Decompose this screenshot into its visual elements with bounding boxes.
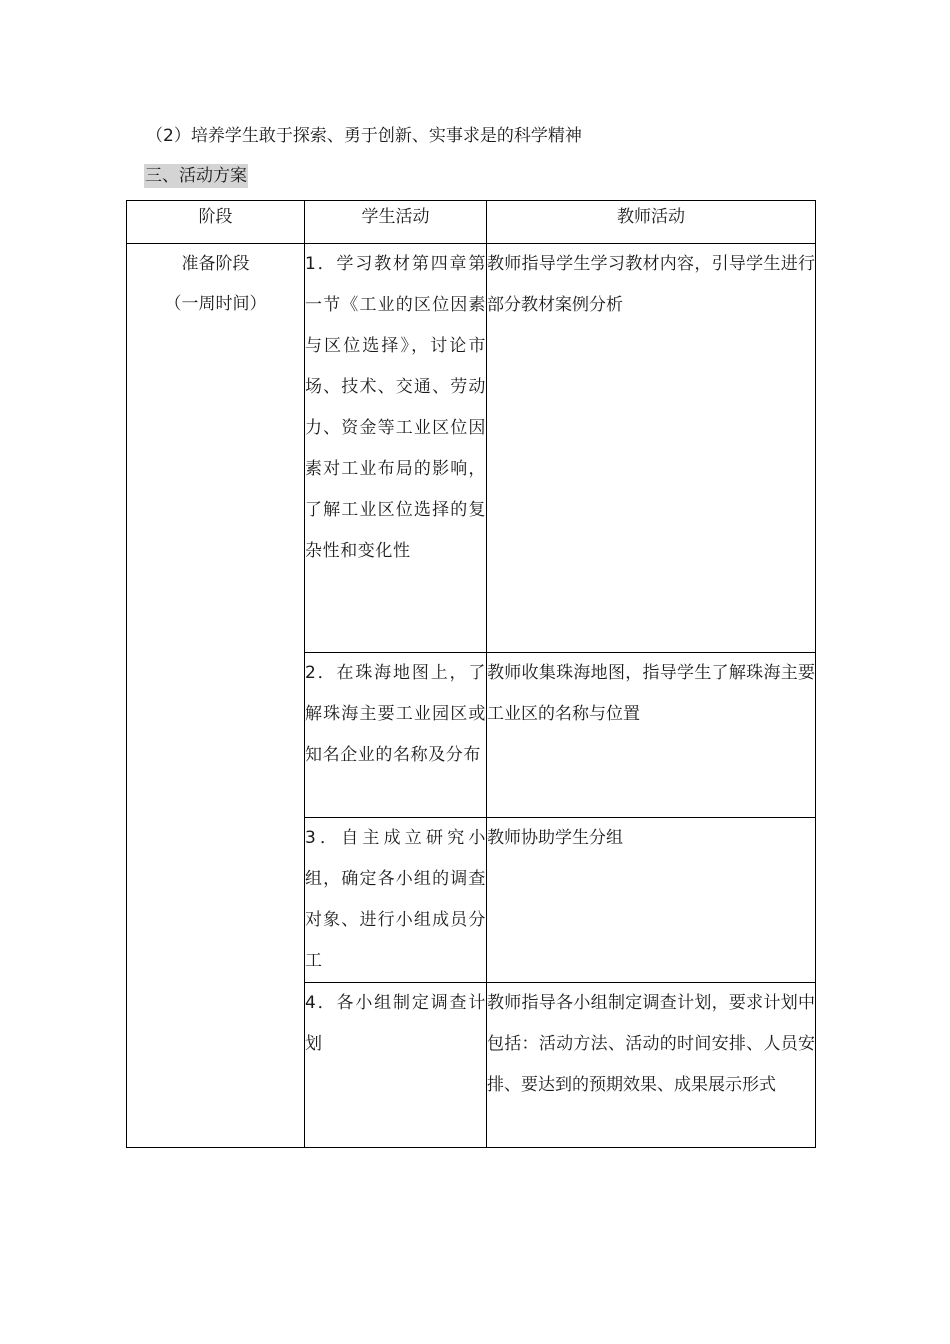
stage-cell [127,244,305,1148]
teacher-activity-cell: 教师指导各小组制定调查计划，要求计划中包括：活动方法、活动的时间安排、人员安排、要达到的预期效果、成果展示形式 [487,983,816,1148]
section-heading: 三、活动方案 [145,166,247,186]
student-activity-cell: 2．在珠海地图上，了解珠海主要工业园区或知名企业的名称及分布 [305,653,487,818]
header-teacher-activity: 教师活动 [487,201,816,244]
teacher-activity-cell: 教师收集珠海地图，指导学生了解珠海主要工业区的名称与位置 [487,653,816,818]
activity-plan-table [126,200,816,1148]
stage-duration: （一周时间） [164,294,267,314]
header-stage: 阶段 [127,201,305,244]
teacher-activity-cell: 教师指导学生学习教材内容，引导学生进行部分教材案例分析 [487,244,816,653]
student-activity-cell: 4．各小组制定调查计划 [305,983,487,1148]
student-activity-cell: 3．自主成立研究小组，确定各小组的调查对象、进行小组成员分工 [305,818,487,983]
header-student-activity: 学生活动 [305,201,487,244]
objective-text: （2）培养学生敢于探索、勇于创新、实事求是的科学精神 [146,126,582,146]
table-row [127,244,816,653]
student-activity-cell: 1．学习教材第四章第一节《工业的区位因素与区位选择》，讨论市场、技术、交通、劳动力、资金等工业区位因素对工业布局的影响，了解工业区位选择的复杂性和变化性 [305,244,487,653]
teacher-activity-cell: 教师协助学生分组 [487,818,816,983]
stage-name: 准备阶段 [181,254,250,274]
table-header-row [127,201,816,244]
